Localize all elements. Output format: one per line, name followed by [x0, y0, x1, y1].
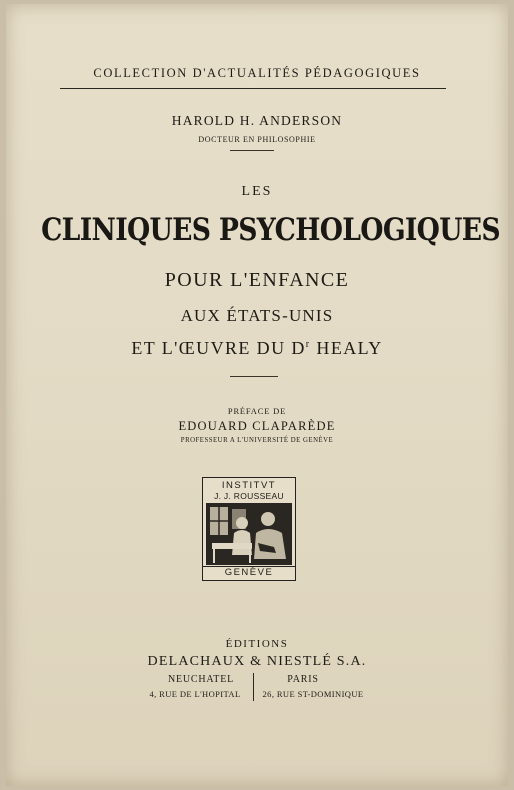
- address-right: 26, RUE ST-DOMINIQUE: [262, 689, 364, 699]
- book-cover: [6, 4, 508, 786]
- series-title: COLLECTION D'ACTUALITÉS PÉDAGOGIQUES: [93, 66, 421, 80]
- address-divider: [253, 673, 254, 701]
- city-right: PARIS: [287, 674, 319, 685]
- author-rule: [230, 150, 274, 151]
- title-rule: [230, 376, 278, 377]
- city-left: NEUCHATEL: [167, 674, 235, 685]
- author-degree: DOCTEUR EN PHILOSOPHIE: [198, 135, 316, 144]
- main-title: CLINIQUES PSYCHOLOGIQUES: [41, 212, 500, 248]
- preface-author: EDOUARD CLAPARÈDE: [178, 419, 336, 433]
- author-name: HAROLD H. ANDERSON: [171, 113, 343, 128]
- emblem-line-3: GENÈVE: [203, 566, 295, 578]
- editions-label: ÉDITIONS: [225, 638, 289, 650]
- emblem-line-1: INSTITVT: [221, 480, 277, 491]
- subtitle-3-pre: ET L'ŒUVRE DU D: [131, 338, 306, 358]
- preface-label: PRÉFACE DE: [227, 406, 287, 416]
- address-left: 4, RUE DE L'HOPITAL: [149, 689, 241, 699]
- title-article: LES: [241, 184, 273, 199]
- subtitle-3-post: HEALY: [310, 338, 383, 358]
- series-rule: [60, 88, 446, 89]
- emblem-illustration: [206, 503, 292, 565]
- subtitle-2: AUX ÉTATS-UNIS: [180, 306, 334, 325]
- subtitle-3-sup: r: [305, 339, 311, 350]
- subtitle-1: POUR L'ENFANCE: [164, 269, 350, 291]
- institute-emblem: [202, 477, 296, 581]
- emblem-line-2: J. J. ROUSSEAU: [214, 491, 284, 501]
- publisher-name: DELACHAUX & NIESTLÉ S.A.: [147, 654, 367, 669]
- preface-author-title: PROFESSEUR A L'UNIVERSITÉ DE GENÈVE: [180, 437, 334, 444]
- subtitle-3: [6, 338, 508, 359]
